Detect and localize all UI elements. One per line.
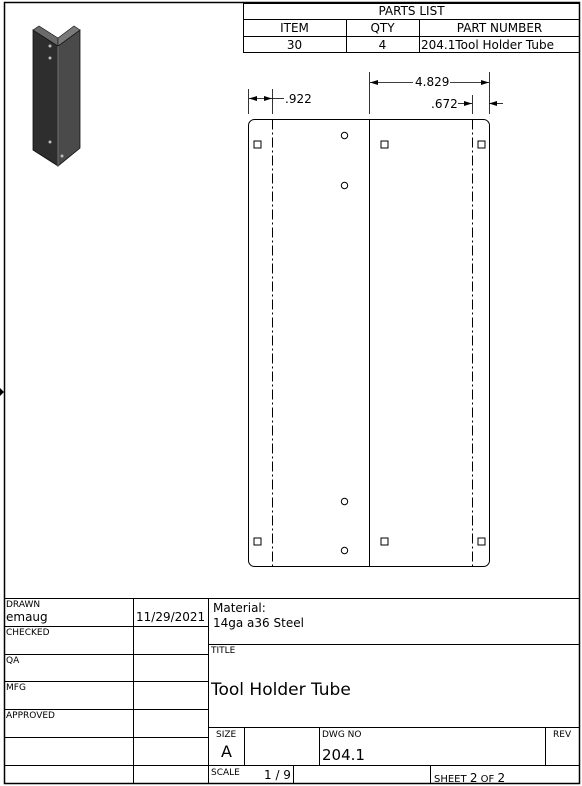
title-label: TITLE bbox=[211, 646, 236, 656]
parts-list-header-qty: QTY bbox=[370, 21, 395, 35]
checked-label: CHECKED bbox=[6, 628, 50, 638]
dwg-no-value: 204.1 bbox=[322, 746, 365, 764]
parts-list-cell-qty: 4 bbox=[378, 38, 387, 52]
dimension-left-flange: .922 bbox=[285, 92, 312, 106]
scale-label: SCALE bbox=[211, 768, 240, 778]
drawn-date: 11/29/2021 bbox=[136, 610, 206, 624]
drawn-label: DRAWN bbox=[6, 600, 41, 610]
dimension-overall-width: 4.829 bbox=[415, 75, 450, 89]
sheet-label: SHEET bbox=[434, 774, 467, 785]
parts-list-title: PARTS LIST bbox=[378, 4, 445, 18]
rev-label: REV bbox=[553, 730, 572, 740]
sheet-of: OF bbox=[480, 774, 495, 785]
material-label: Material: bbox=[213, 601, 266, 615]
parts-list-cell-part-number: 204.1Tool Holder Tube bbox=[421, 38, 555, 52]
sheet-total: 2 bbox=[497, 771, 506, 785]
isometric-part-view bbox=[33, 26, 80, 166]
flat-pattern-view bbox=[249, 120, 490, 567]
size-value: A bbox=[221, 742, 232, 761]
scale-value: 1 / 9 bbox=[264, 768, 291, 782]
zone-marker bbox=[0, 388, 4, 396]
size-label: SIZE bbox=[216, 730, 237, 740]
parts-list-cell-item: 30 bbox=[286, 38, 303, 52]
drawn-by: emaug bbox=[6, 610, 48, 624]
sheet-indicator bbox=[434, 772, 505, 785]
dimension-right-flange: .672 bbox=[431, 97, 458, 111]
sheet-number: 2 bbox=[469, 771, 478, 785]
approved-label: APPROVED bbox=[6, 711, 55, 721]
drawing-title: Tool Holder Tube bbox=[211, 680, 351, 700]
parts-list-header-item: ITEM bbox=[280, 21, 309, 35]
parts-list-header-part-number: PART NUMBER bbox=[456, 21, 543, 35]
qa-label: QA bbox=[6, 656, 20, 666]
material-value: 14ga a36 Steel bbox=[213, 616, 304, 630]
dwg-no-label: DWG NO bbox=[322, 730, 362, 740]
mfg-label: MFG bbox=[6, 683, 26, 693]
